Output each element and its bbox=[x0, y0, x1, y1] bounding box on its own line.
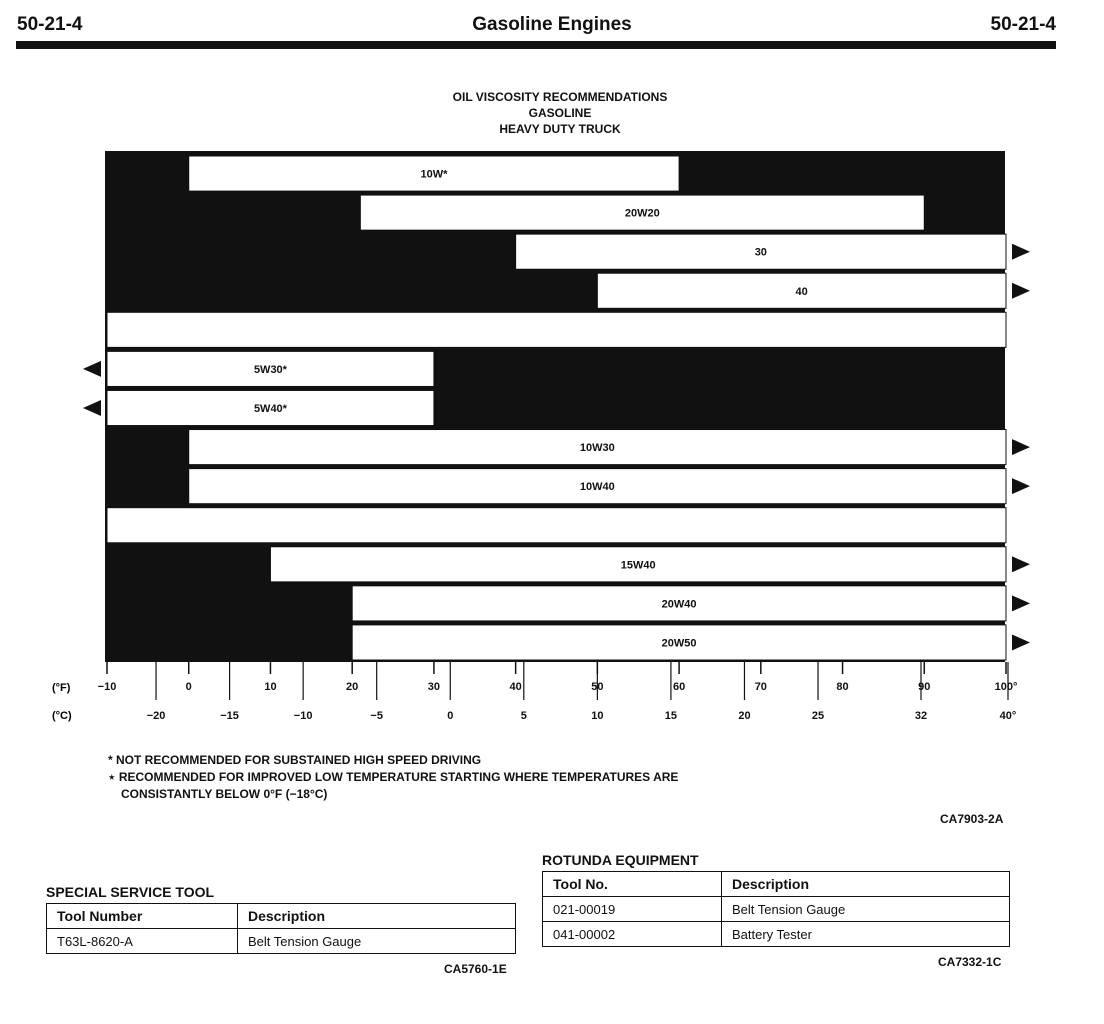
footnote-2: ⋆ RECOMMENDED FOR IMPROVED LOW TEMPERATURE STARTING WHERE TEMPERATURES ARE bbox=[108, 770, 679, 784]
c-tick-label: −15 bbox=[220, 710, 239, 722]
rotunda-header-tool: Tool No. bbox=[543, 872, 722, 897]
c-tick-label: 10 bbox=[591, 710, 604, 722]
extends-right-arrow bbox=[1012, 439, 1030, 455]
rotunda-table bbox=[542, 871, 1010, 947]
c-tick-label: −10 bbox=[293, 710, 313, 722]
c-tick-label: 15 bbox=[664, 710, 678, 722]
f-tick-label: 50 bbox=[591, 681, 604, 693]
f-tick-label: 100° bbox=[994, 681, 1018, 693]
extends-right-arrow bbox=[1012, 634, 1030, 650]
bar-label: 40 bbox=[795, 285, 808, 298]
c-tick-label: 5 bbox=[520, 710, 527, 722]
c-tick-label: 0 bbox=[447, 710, 454, 722]
special-tool-description: Belt Tension Gauge bbox=[238, 929, 516, 954]
f-tick-label: 30 bbox=[427, 681, 441, 693]
c-tick-label: −20 bbox=[146, 710, 166, 722]
f-tick-label: 0 bbox=[185, 681, 192, 693]
special-tool-number: T63L-8620-A bbox=[47, 929, 238, 954]
range-bar bbox=[107, 508, 1006, 543]
rotunda-caption: ROTUNDA EQUIPMENT bbox=[542, 852, 699, 868]
bar-label: 10W* bbox=[420, 168, 448, 181]
f-tick-label: 90 bbox=[918, 681, 931, 693]
bar-label: 5W40* bbox=[253, 403, 287, 415]
extends-right-arrow bbox=[1012, 595, 1030, 611]
f-tick-label: 60 bbox=[672, 681, 686, 693]
extends-right-arrow bbox=[1012, 556, 1030, 572]
footnote-1: * NOT RECOMMENDED FOR SUBSTAINED HIGH SPEED DRIVING bbox=[108, 753, 482, 767]
bar-label: 15W40 bbox=[620, 559, 656, 572]
f-tick-label: 20 bbox=[346, 681, 359, 693]
extends-left-arrow bbox=[83, 361, 101, 377]
table-row bbox=[543, 922, 1010, 947]
c-axis-label: (°C) bbox=[52, 710, 72, 722]
special-tool-caption: SPECIAL SERVICE TOOL bbox=[46, 884, 215, 900]
c-tick-label: −5 bbox=[370, 710, 383, 722]
special-tool-header-description: Description bbox=[238, 904, 516, 929]
chart-title-line-1: OIL VISCOSITY RECOMMENDATIONS bbox=[452, 90, 668, 104]
page-number-left: 50-21-4 bbox=[17, 14, 83, 35]
range-bar bbox=[107, 312, 1006, 347]
figure-code: CA7903-2A bbox=[940, 812, 1004, 826]
f-tick-label: 40 bbox=[509, 681, 522, 693]
special-tool-header-number: Tool Number bbox=[47, 904, 238, 929]
f-axis-label: (°F) bbox=[52, 682, 71, 694]
rotunda-code: CA7332-1C bbox=[938, 955, 1002, 969]
page-title: Gasoline Engines bbox=[472, 14, 632, 35]
footnotes bbox=[108, 752, 678, 803]
bar-label: 10W40 bbox=[579, 481, 615, 494]
rotunda-description: Battery Tester bbox=[722, 922, 1010, 947]
footnote-3: CONSISTANTLY BELOW 0°F (−18°C) bbox=[121, 787, 328, 801]
bar-label: 30 bbox=[754, 246, 767, 259]
bar-label: 20W20 bbox=[624, 207, 660, 220]
extends-right-arrow bbox=[1012, 478, 1030, 494]
c-tick-label: 40° bbox=[999, 710, 1017, 722]
table-row bbox=[47, 929, 516, 954]
f-tick-label: 80 bbox=[836, 681, 849, 693]
bar-label: 10W30 bbox=[579, 442, 615, 455]
special-tool-table bbox=[46, 903, 516, 954]
rotunda-header-description: Description bbox=[722, 872, 1010, 897]
c-tick-label: 32 bbox=[914, 710, 928, 722]
rotunda-description: Belt Tension Gauge bbox=[722, 897, 1010, 922]
page-number-right: 50-21-4 bbox=[990, 14, 1056, 35]
special-tool-code: CA5760-1E bbox=[444, 962, 507, 976]
f-tick-label: 10 bbox=[264, 681, 277, 693]
c-tick-label: 20 bbox=[738, 710, 751, 722]
f-tick-label: 70 bbox=[754, 681, 767, 693]
bar-label: 20W50 bbox=[661, 637, 697, 650]
chart-title-line-2: GASOLINE bbox=[528, 106, 592, 120]
c-tick-label: 25 bbox=[811, 710, 825, 722]
table-row bbox=[543, 897, 1010, 922]
rotunda-tool-no: 021-00019 bbox=[543, 897, 722, 922]
f-tick-label: −10 bbox=[97, 681, 117, 693]
extends-left-arrow bbox=[83, 400, 101, 416]
bar-label: 5W30* bbox=[253, 363, 287, 376]
chart-title-line-3: HEAVY DUTY TRUCK bbox=[499, 122, 621, 136]
bar-label: 20W40 bbox=[661, 598, 697, 611]
rotunda-tool-no: 041-00002 bbox=[543, 922, 722, 947]
extends-right-arrow bbox=[1012, 244, 1030, 260]
extends-right-arrow bbox=[1012, 283, 1030, 299]
